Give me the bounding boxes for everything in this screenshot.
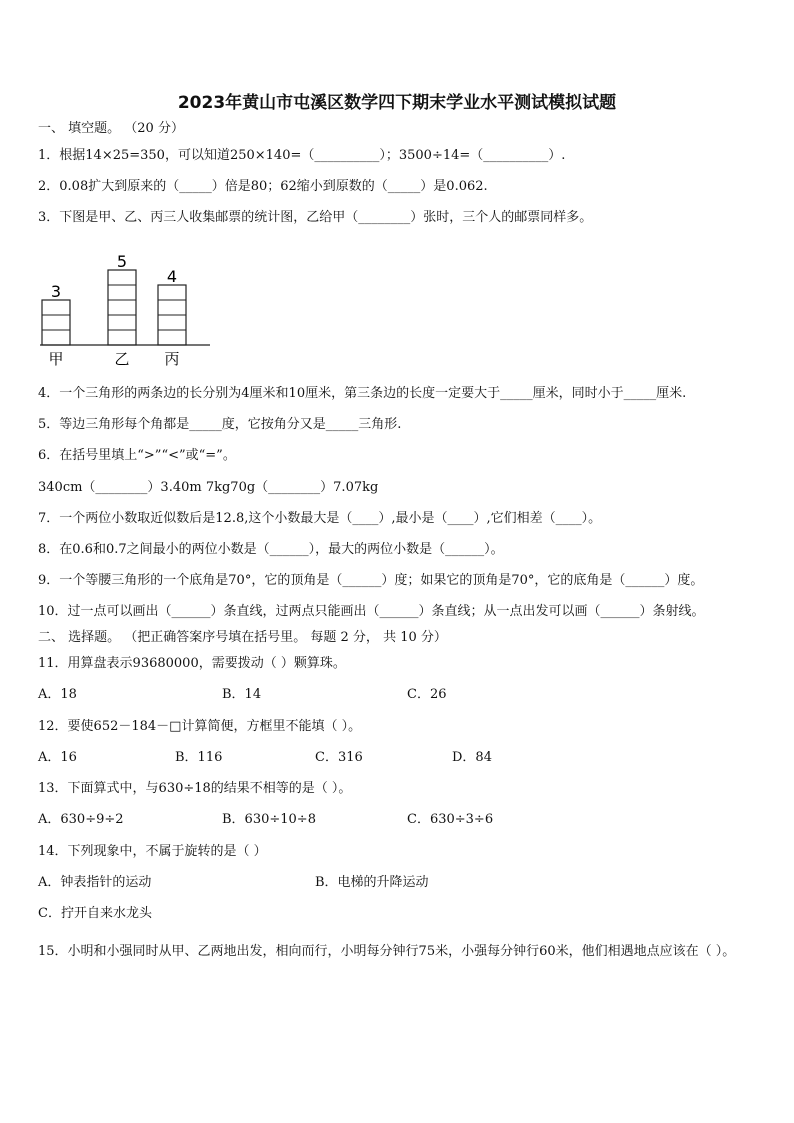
q12-option-d: D．84 <box>452 750 492 765</box>
question-6: 6．在括号里填上“>”“<”或“=”。 <box>38 448 236 463</box>
q12-option-b: B．116 <box>175 750 223 765</box>
q14-option-c: C．拧开自来水龙头 <box>38 906 152 921</box>
page-title: 2023年黄山市屯溪区数学四下期末学业水平测试模拟试题 <box>177 93 617 113</box>
q14-option-b: B．电梯的升降运动 <box>315 875 429 890</box>
bar-2 <box>108 270 136 345</box>
q12-option-c: C．316 <box>315 750 363 765</box>
q14-option-a: A．钟表指针的运动 <box>38 875 152 890</box>
question-7: 7．一个两位小数取近似数后是12.8,这个小数最大是（____）,最小是（____）,它们相差（____）。 <box>38 511 602 526</box>
question-5: 5．等边三角形每个角都是_____度，它按角分又是_____三角形. <box>38 417 402 432</box>
question-6-items: 340cm（________）3.40m 7kg70g（________）7.07kg <box>38 480 379 495</box>
question-1: 1．根据14×25=350，可以知道250×140=（__________）；3500÷14=（__________）. <box>38 148 566 163</box>
category-label: 乙 <box>114 350 130 368</box>
question-14: 14．下列现象中，不属于旋转的是（ ） <box>38 844 267 859</box>
q12-option-a: A．16 <box>38 750 77 765</box>
bar-value-label: 3 <box>50 282 62 301</box>
bar-1 <box>42 300 70 345</box>
question-11: 11．用算盘表示93680000，需要拨动（ ）颗算珠。 <box>38 656 346 671</box>
bar-value-label: 4 <box>166 267 178 286</box>
bar-value-label: 5 <box>116 252 128 271</box>
question-10: 10．过一点可以画出（______）条直线，过两点只能画出（______）条直线；从一点出发可以画（______）条射线。 <box>38 604 705 619</box>
category-label: 甲 <box>48 350 64 368</box>
q13-option-b: B．630÷10÷8 <box>222 812 316 827</box>
stamp-bar-chart <box>38 232 218 372</box>
question-15: 15．小明和小强同时从甲、乙两地出发，相向而行，小明每分钟行75米，小强每分钟行60米，他们相遇地点应该在（ ）。 <box>38 944 736 959</box>
question-8: 8．在0.6和0.7之间最小的两位小数是（______），最大的两位小数是（______）。 <box>38 542 504 557</box>
category-label: 丙 <box>164 350 180 368</box>
q11-option-c: C．26 <box>407 687 447 702</box>
question-13: 13．下面算式中，与630÷18的结果不相等的是（ ）。 <box>38 781 352 796</box>
question-2: 2．0.08扩大到原来的（_____）倍是80；62缩小到原数的（_____）是0.062. <box>38 179 488 194</box>
question-4: 4．一个三角形的两条边的长分别为4厘米和10厘米，第三条边的长度一定要大于_____厘米，同时小于_____厘米. <box>38 386 687 401</box>
q13-option-c: C．630÷3÷6 <box>407 812 494 827</box>
section-heading-fill-in: 一、 填空题。 （20 分） <box>38 121 184 136</box>
section-heading-choice: 二、 选择题。 （把正确答案序号填在括号里。 每题 2 分， 共 10 分） <box>38 630 447 645</box>
question-3: 3．下图是甲、乙、丙三人收集邮票的统计图，乙给甲（________）张时，三个人的邮票同样多。 <box>38 210 593 225</box>
question-12: 12．要使652－184－□计算简便，方框里不能填（ ）。 <box>38 719 362 734</box>
q11-option-b: B．14 <box>222 687 262 702</box>
question-9: 9．一个等腰三角形的一个底角是70°，它的顶角是（______）度；如果它的顶角是70°，它的底角是（______）度。 <box>38 573 704 588</box>
q13-option-a: A．630÷9÷2 <box>38 812 124 827</box>
q11-option-a: A．18 <box>38 687 77 702</box>
